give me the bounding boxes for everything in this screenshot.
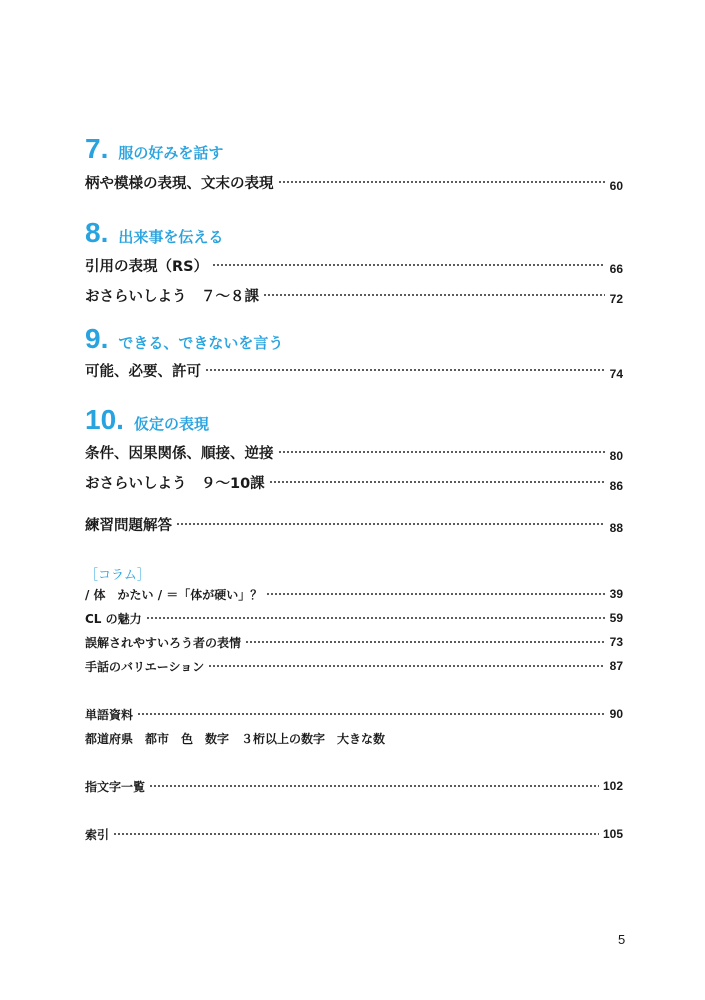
dot-leader bbox=[266, 593, 605, 595]
column-entry-label: CL の魅力 bbox=[85, 611, 142, 626]
appendix-entry-label: 索引 bbox=[85, 827, 110, 842]
dot-leader bbox=[137, 713, 605, 715]
appendix-entry-page: 90 bbox=[609, 707, 623, 721]
column-heading: ［コラム］ bbox=[85, 568, 150, 583]
toc-entry-page: 60 bbox=[609, 179, 623, 193]
chapter-heading bbox=[85, 404, 209, 434]
toc-entry-page: 66 bbox=[609, 262, 623, 276]
column-entry-label: / 体 かたい / ＝「体が硬い」？ bbox=[85, 587, 263, 602]
column-entry[interactable] bbox=[85, 609, 623, 627]
chapter-number: 8. bbox=[85, 217, 109, 248]
chapter-heading bbox=[85, 217, 223, 247]
toc-entry[interactable] bbox=[85, 284, 623, 306]
dot-leader bbox=[263, 294, 605, 296]
toc-entry-page: 88 bbox=[609, 521, 623, 535]
toc-entry-page: 72 bbox=[609, 292, 623, 306]
column-entry[interactable] bbox=[85, 585, 623, 603]
appendix-entry-page: 105 bbox=[602, 827, 623, 841]
toc-entry-label: 引用の表現（RS） bbox=[85, 258, 209, 275]
chapter-number: 7. bbox=[85, 133, 109, 164]
chapter-title: 仮定の表現 bbox=[133, 415, 209, 433]
column-entry-label: 手話のバリエーション bbox=[85, 659, 205, 674]
chapter-heading bbox=[85, 133, 223, 163]
dot-leader bbox=[146, 617, 605, 619]
toc-entry-label: おさらいしよう ７～８課 bbox=[85, 288, 259, 305]
toc-entry[interactable] bbox=[85, 171, 623, 193]
appendix-entry[interactable] bbox=[85, 825, 623, 843]
chapter-title: 服の好みを話す bbox=[118, 144, 224, 162]
toc-entry-label: おさらいしよう ９～10課 bbox=[85, 475, 265, 492]
column-entry-label: 誤解されやすいろう者の表情 bbox=[85, 635, 242, 650]
dot-leader bbox=[149, 785, 599, 787]
appendix-entry-label: 指文字一覧 bbox=[85, 779, 146, 794]
toc-entry-label: 練習問題解答 bbox=[85, 517, 172, 534]
toc-entry-label: 可能、必要、許可 bbox=[85, 363, 201, 380]
toc-entry[interactable] bbox=[85, 471, 623, 493]
chapter-title: できる、できないを言う bbox=[118, 334, 284, 352]
chapter-title: 出来事を伝える bbox=[118, 228, 224, 246]
appendix-subitems: 都道府県 都市 色 数字 ３桁以上の数字 大きな数 bbox=[85, 732, 386, 746]
toc-entry-page: 80 bbox=[609, 449, 623, 463]
dot-leader bbox=[269, 481, 605, 483]
toc-entry[interactable] bbox=[85, 441, 623, 463]
toc-entry-page: 74 bbox=[609, 367, 623, 381]
column-entry-page: 59 bbox=[609, 611, 623, 625]
toc-entry-label: 条件、因果関係、順接、逆接 bbox=[85, 445, 274, 462]
chapter-heading bbox=[85, 323, 283, 353]
toc-entry[interactable] bbox=[85, 359, 623, 381]
dot-leader bbox=[278, 181, 606, 183]
toc-entry-page: 86 bbox=[609, 479, 623, 493]
dot-leader bbox=[278, 451, 606, 453]
column-entry-page: 87 bbox=[609, 659, 623, 673]
page-number: 5 bbox=[618, 932, 626, 947]
appendix-entry-page: 102 bbox=[602, 779, 623, 793]
chapter-number: 10. bbox=[85, 404, 124, 435]
toc-entry-label: 柄や模様の表現、文末の表現 bbox=[85, 175, 274, 192]
dot-leader bbox=[245, 641, 605, 643]
dot-leader bbox=[176, 523, 605, 525]
dot-leader bbox=[212, 264, 605, 266]
column-entry[interactable] bbox=[85, 657, 623, 675]
appendix-entry-label: 単語資料 bbox=[85, 707, 134, 722]
toc-entry[interactable] bbox=[85, 513, 623, 535]
dot-leader bbox=[113, 833, 599, 835]
dot-leader bbox=[205, 369, 605, 371]
toc-entry[interactable] bbox=[85, 254, 623, 276]
appendix-entry[interactable] bbox=[85, 777, 623, 795]
column-entry-page: 73 bbox=[609, 635, 623, 649]
column-entry[interactable] bbox=[85, 633, 623, 651]
column-entry-page: 39 bbox=[609, 587, 623, 601]
appendix-entry[interactable] bbox=[85, 705, 623, 723]
chapter-number: 9. bbox=[85, 323, 109, 354]
dot-leader bbox=[208, 665, 605, 667]
